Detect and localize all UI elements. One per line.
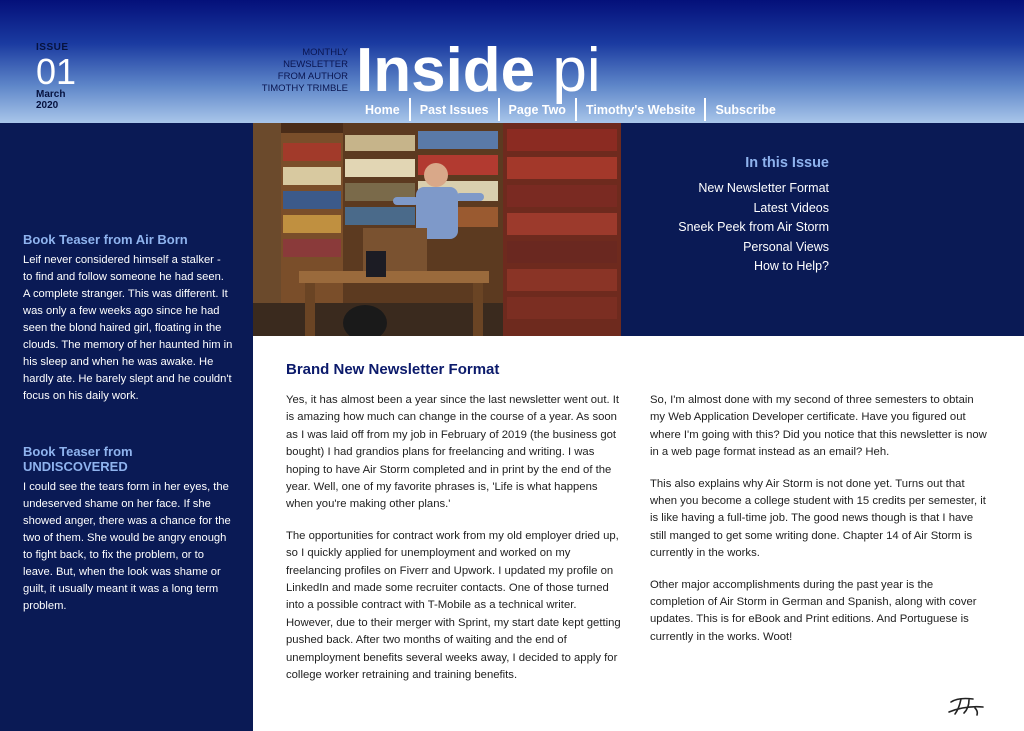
tagline-line: NEWSLETTER [283,59,348,70]
issue-year: 2020 [36,100,59,111]
tagline-line: MONTHLY [302,47,348,58]
toc-item-new-newsletter-format[interactable]: New Newsletter Format [698,181,829,195]
article-paragraph: Other major accomplishments during the past year is the completion of Air Storm in German and Spanish, along with cover updates. This is for eBook and Print editions. And Portuguese is currently in the works. Woot! [650,578,977,643]
masthead-light: pi [552,36,601,105]
article-paragraph: This also explains why Air Storm is not done yet. Turns out that when you become a college student with 15 credits per semester, it is like having a full-time job. The good news though is that I have still manged to get some writing done. Chapter 14 of Air Storm is currently in the works. [650,477,986,560]
masthead-bold: Inside [356,36,536,105]
nav-past-issues[interactable]: Past Issues [411,98,500,121]
teaser-text: I could see the tears form in her eyes, the undeserved shame on her face. If she showed anger, there was a chance for the two of them. She would be angry enough to fight back, to fix the problem, or to leave. But, when the look was shame or guilt, it usually meant it was a long term problem. [23,481,231,612]
tagline-line: FROM AUTHOR [277,71,348,82]
tagline [258,47,348,95]
teaser-title: Book Teaser from UNDISCOVERED [23,444,133,474]
article-paragraph: So, I'm almost done with my second of three semesters to obtain my Web Application Developer certificate. Have you figured out where I'm going with this? Did you notice that this newsletter is now in a web page format instead as an email? Heh. [650,394,987,459]
toc-title: In this Issue [745,155,829,171]
header [0,0,1024,123]
toc-list [678,155,829,277]
main-article [253,336,1024,731]
article-column-right [650,392,990,660]
tagline-line: TIMOTHY TRIMBLE [261,83,348,94]
article-paragraph: The opportunities for contract work from my old employer dried up, so I quickly applied for unemployment and worked on my freelancing profiles on Fiverr and Upwork. I updated my profile on LinkedIn and made some recruiter contacts. One of those turned into a possible contract with T-Mobile as a technical writer. However, due to their merger with Sprint, my start date kept getting pushed back. After two months of waiting and the end of unemployment benefits several weeks away, I decided to apply for college worker retraining and training benefits. [286,529,621,682]
article-title: Brand New Newsletter Format [286,361,500,378]
sidebar [0,123,253,731]
teaser-air-born [23,232,233,405]
masthead-title [356,37,601,105]
author-reading-photo [253,123,621,336]
issue-label: ISSUE [36,42,69,53]
teaser-undiscovered [23,444,233,615]
nav-timothys-website[interactable]: Timothy's Website [577,98,706,121]
nav-subscribe[interactable]: Subscribe [715,103,776,117]
article-paragraph: Yes, it has almost been a year since the last newsletter went out. It is amazing how much can change in the course of a year. As soon as I was laid off from my job in February of 2019 (the business got bought) I had grandios plans for freelancing and writing. I was hoping to have Air Storm completed and in print by the end of the year. Well, one of my favorite phrases is, 'Life is what happens when you're making other plans.' [286,394,620,511]
article-column-left [286,392,626,699]
nav-home[interactable]: Home [356,98,411,121]
in-this-issue-panel [621,123,1024,336]
toc-item-latest-videos[interactable]: Latest Videos [753,200,829,215]
main-nav [356,98,785,122]
signature-icon [947,692,985,723]
teaser-title: Book Teaser from Air Born [23,232,188,247]
toc-item-personal-views[interactable]: Personal Views [743,239,829,254]
toc-item-sneek-peek[interactable]: Sneek Peek from Air Storm [678,220,829,234]
toc-item-how-to-help[interactable]: How to Help? [753,259,829,273]
nav-page-two[interactable]: Page Two [500,98,577,121]
issue-number: 01 [36,51,77,92]
issue-block [36,42,76,111]
issue-month: March [36,89,66,100]
teaser-text: Leif never considered himself a stalker - to find and follow someone he had seen. A complete stranger. This was different. It was only a few weeks ago since he had seen the blond haired girl, floating in the clouds. The memory of her haunted him in his sleep and when he was awake. He hardly ate. He barely slept and he couldn't focus on his daily work. [23,254,233,402]
